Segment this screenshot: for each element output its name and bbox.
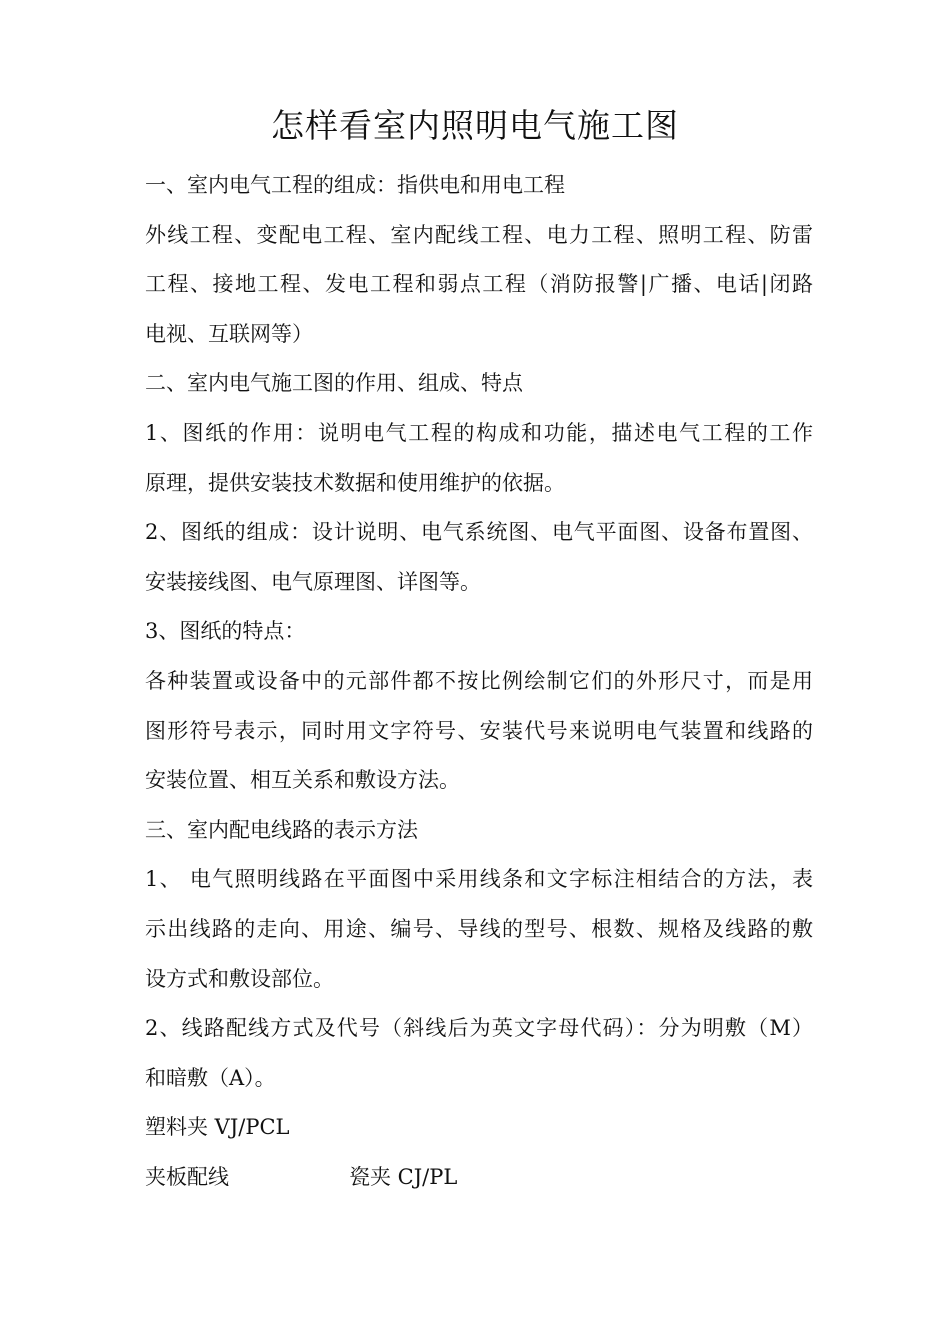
paragraph-line xyxy=(145,1153,813,1203)
paragraph-line: 电视、互联网等） xyxy=(145,321,313,346)
paragraph-line: 2、图纸的组成：设计说明、电气系统图、电气平面图、设备布置图、 xyxy=(145,520,813,545)
paragraph-line: 2、线路配线方式及代号（斜线后为英文字母代码）：分为明敷（M） xyxy=(145,1016,813,1041)
paragraph-line: 外线工程、变配电工程、室内配线工程、电力工程、照明工程、防雷 xyxy=(145,222,813,247)
paragraph-line: 3、图纸的特点： xyxy=(145,619,306,644)
section-heading: 二、室内电气施工图的作用、组成、特点 xyxy=(145,371,523,396)
paragraph-line: 1、 电气照明线路在平面图中采用线条和文字标注相结合的方法，表 xyxy=(145,867,813,892)
paragraph-line: 安装接线图、电气原理图、详图等。 xyxy=(145,569,481,594)
wiring-code: 瓷夹 CJ/PL xyxy=(349,1164,458,1189)
paragraph-line: 原理，提供安装技术数据和使用维护的依据。 xyxy=(145,470,565,495)
paragraph-line: 塑料夹 VJ/PCL xyxy=(145,1115,290,1140)
paragraph-line: 各种装置或设备中的元部件都不按比例绘制它们的外形尺寸，而是用 xyxy=(145,668,813,693)
paragraph-line: 1、图纸的作用：说明电气工程的构成和功能，描述电气工程的工作 xyxy=(145,420,813,445)
paragraph-line: 示出线路的走向、用途、编号、导线的型号、根数、规格及线路的敷 xyxy=(145,916,813,941)
section-heading: 一、室内电气工程的组成：指供电和用电工程 xyxy=(145,173,565,197)
paragraph-line: 工程、接地工程、发电工程和弱点工程（消防报警|广播、电话|闭路 xyxy=(145,272,813,297)
document-title: 怎样看室内照明电气施工图 xyxy=(271,106,679,145)
wiring-method-label: 夹板配线 xyxy=(145,1164,229,1189)
paragraph-line: 设方式和敷设部位。 xyxy=(145,966,334,991)
paragraph-line: 图形符号表示，同时用文字符号、安装代号来说明电气装置和线路的 xyxy=(145,718,813,743)
paragraph-line: 和暗敷（A）。 xyxy=(145,1065,276,1090)
document-body xyxy=(145,161,813,1202)
paragraph-line: 安装位置、相互关系和敷设方法。 xyxy=(145,768,460,793)
section-heading: 三、室内配电线路的表示方法 xyxy=(145,817,418,842)
